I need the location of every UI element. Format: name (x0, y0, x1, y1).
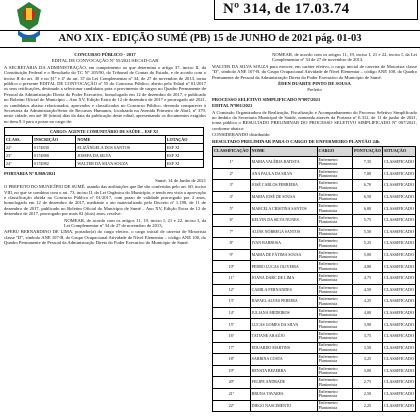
table-cell: 4,25 (352, 296, 382, 308)
table-cell: 13º (213, 296, 251, 308)
table-cell: WALTER DA SILVA SOUZA (76, 160, 165, 168)
table-row (213, 261, 416, 273)
table-cell: CLASSIFICADO (382, 319, 415, 331)
signature-role: Prefeito (307, 87, 322, 93)
signature-name: ÉDEN DUARTE PINTO DE SOUSA (278, 81, 351, 87)
table-header-cell: NOME (250, 147, 317, 157)
table-cell: CLASSIFICADO (382, 168, 415, 180)
table-cell: ESF XI (165, 160, 203, 168)
table-cell: 4,50 (352, 284, 382, 296)
table-cell: CLASSIFICADO (382, 388, 415, 400)
table-cell: 21º (213, 388, 251, 400)
table-caption: CARGO: AGENTE COMUNITÁRIO DE SAÚDE – ESF XI (5, 128, 204, 136)
table-cell: 3,50 (352, 342, 382, 354)
table-cell: 3,75 (352, 331, 382, 343)
table-row (213, 388, 416, 400)
table-cell: ESF XI (165, 144, 203, 152)
table-cell: Enfermeiro Plantonista (317, 191, 352, 203)
table-cell: 1º (213, 157, 251, 169)
table-cell: 15º (213, 319, 251, 331)
table-cell: Enfermeiro Plantonista (317, 226, 352, 238)
table-row (213, 168, 416, 180)
table-row (213, 203, 416, 215)
table-row (213, 307, 416, 319)
table-cell: 11º (213, 273, 251, 285)
table-cell: CAMILA FERNANDES (250, 284, 317, 296)
table-cell: Enfermeiro Plantonista (317, 157, 352, 169)
table-header-cell: INSCRIÇÃO (33, 136, 76, 144)
table-row (213, 226, 416, 238)
table-row (213, 238, 416, 250)
table-cell: 3,25 (352, 354, 382, 366)
table-cell: CLASSIFICADO (382, 191, 415, 203)
table-cell: 2,50 (352, 388, 382, 400)
table-cell: MARIA JOSÉ DE SOUSA (250, 191, 317, 203)
table-row (213, 354, 416, 366)
table-cell: 10º (213, 261, 251, 273)
table-cell: Enfermeiro Plantonista (317, 331, 352, 343)
table-cell: 5,25 (352, 238, 382, 250)
table-cell: Enfermeiro Plantonista (317, 261, 352, 273)
table-row (213, 331, 416, 343)
nominee-text-2: WALTER DA SILVA SOUZA para exercer, em caráter efetivo, o cargo inicial de carreira de Motorista classe "D", símbolo ANE 107-B, do Grupo Ocupacional Atividade de Nível Elementar – código ANE 100, do Quadro Permanente de Pessoal da Administração Direta do Poder Executivo do Município de Sumé. (212, 63, 417, 80)
table-row (213, 319, 416, 331)
table-cell: 6º (213, 215, 251, 227)
table-row (5, 152, 204, 160)
table-row (213, 273, 416, 285)
table-cell: 2,75 (352, 377, 382, 389)
table-cell: 5,50 (352, 226, 382, 238)
pss-text: A Comissão Organizadora de Realização, Fiscalização e Acompanhamento do Processo Seletivo Simplificado no âmbito da Secretaria Municipal de Saúde, nomeada através da Portaria nº 6.312, de 11 de junho de 2021, torna pública o RESULTADO PRELIMINAR DO PROCESSO SELETIVO SIMPLIFICADO Nº 007/2021, conforme abaixo: (212, 109, 417, 131)
table-cell: 8º (213, 238, 251, 250)
table-cell: MARIA VALÉRIA BATISTA (250, 157, 317, 169)
table-row (213, 284, 416, 296)
table-cell: 0174880 (33, 152, 76, 160)
table-cell: CLASSIFICADO (382, 273, 415, 285)
table-row (213, 180, 416, 192)
table-cell: JOSEFA DA SILVA (76, 152, 165, 160)
table-cell: 3,00 (352, 365, 382, 377)
table-row (213, 191, 416, 203)
table-cell: CLASSIFICADO (382, 226, 415, 238)
table-row (213, 215, 416, 227)
table-cell: Enfermeiro Plantonista (317, 180, 352, 192)
nomination-text: NOMEAR, de acordo com os artigos 11, 19, inciso I, 21 e 22, inciso I, da Lei Complementar nº 34 de 27 de novembro de 2013, (64, 217, 206, 228)
issue-number: Nº 314, de 17.03.74 (214, 0, 418, 20)
table-cell: CLASSIFICADO (382, 157, 415, 169)
table-cell: FELIPE ANDRADE (250, 377, 317, 389)
table-cell: Enfermeiro Plantonista (317, 307, 352, 319)
result-table (212, 146, 416, 412)
table-cell: 0174982 (33, 160, 76, 168)
table-cell: 7,35 (352, 157, 382, 169)
table-row (213, 249, 416, 261)
masthead (0, 0, 420, 50)
table-cell: TATIANE ARAÚJO (250, 331, 317, 343)
table-cell: 2º (213, 168, 251, 180)
table-cell: Enfermeiro Plantonista (317, 215, 352, 227)
portaria-title: PORTARIA Nº 8.869/2021 (4, 171, 56, 177)
table-cell: CLASSIFICADO (382, 365, 415, 377)
convocation-table (4, 127, 204, 168)
edition-line: ANO XIX - EDIÇÃO SUMÉ (PB) 15 de JUNHO de 2021 pág. 01-03 (0, 30, 420, 48)
table-cell: 17º (213, 342, 251, 354)
table-cell: KELVIN DA SILVA NUNES (250, 215, 317, 227)
table-cell: BRUNA TAVARES (250, 388, 317, 400)
table-cell: JOSÉ CARLOS FERREIRA (250, 180, 317, 192)
table-cell: Enfermeiro Plantonista (317, 168, 352, 180)
table-header-cell: CLASSIFICAÇÃO (213, 147, 251, 157)
table-cell: 0174830 (33, 144, 76, 152)
considering-text: CONSIDERANDO distribuído: (212, 132, 271, 138)
table-cell: EDUARDO MARTINS (250, 342, 317, 354)
portaria-text: O PREFEITO DO MUNICÍPIO DE SUMÉ, usando das atribuições que lhe são conferidas pelo art. 60, inciso VIII, no que se combina com o art. 73, inciso II, da Lei Orgânica do Município, e tendo em vista a aprovação e classificação obtida no Concurso Público nº 01/2017, com prazo de validade prorrogado por 2 anos, homologado em 12 de dezembro de 2017, mediante o ato materializado pelo Decreto nº 1.198, de 11 de dezembro de 2017, publicado no Boletim Oficial do Município de Sumé – Ano XV, Edição Extra de 12 de dezembro de 2017, prorrogado por mais 02 (dois) anos, resolve: (4, 184, 206, 217)
table-cell: Enfermeiro Plantonista (317, 388, 352, 400)
convocation-text: A SECRETÁRIA DA ADMINISTRAÇÃO, em cumprimento ao que determina o artigo 37, inciso II, da Constituição Federal e o Resultado do TC Nº 105/90, do Tribunal de Contas do Estado, e de acordo com o inciso II do art. 30 e no §1º e 4º do art. 37 da Lei Complementar nº 34, de 27 de novembro de 2013, torna público o presente EDITAL DE CONVOCAÇÃO nº 55 do Concurso Público, aberto pelo Edital nº 01/2017 os seus retificações, destinado a selecionar candidatos para o provimento de cargos no Quadro Permanente de Pessoal da Administração Direta do Poder Executivo, homologado em 12 de dezembro de 2017, e publicado no Boletim Oficial do Município – Ano XV, Edição Extra de 12 de dezembro de 2017 e prorrogado até 2021, os candidatos abaixo relacionados, aprovados e classificados no Concurso Público, devendo comparecer à Secretaria da Administração/Setor de Recursos Humanos, localizada na Avenida Primeiro de Abril, nº 379, neste cidade, em até 30 (trinta) dias da data da publicação deste edital, apresentando os documentos exigidos no item 9.3 para a posse no cargo de: (4, 64, 206, 124)
table-cell: Enfermeiro Plantonista (317, 354, 352, 366)
pss-title: PROCESSO SELETIVO SIMPLIFICADO Nº007/2021 (212, 96, 321, 102)
table-cell: Enfermeiro Plantonista (317, 400, 352, 412)
table-cell: LUCAS GOMES DA SILVA (250, 319, 317, 331)
table-cell: 18º (213, 354, 251, 366)
table-cell: 6,00 (352, 203, 382, 215)
pss-edital: EDITAL Nº001/2021 (212, 103, 253, 109)
table-row (213, 377, 416, 389)
table-cell: 16º (213, 331, 251, 343)
table-header-cell: SITUAÇÃO (382, 147, 415, 157)
table-cell: CLASSIFICADO (382, 354, 415, 366)
table-cell: 3,90 (352, 319, 382, 331)
table-cell: 3º (213, 180, 251, 192)
table-cell: RENATA BEZERRA (250, 365, 317, 377)
table-cell: 7,00 (352, 168, 382, 180)
table-cell: SABRINA COSTA (250, 354, 317, 366)
table-row (5, 160, 204, 168)
table-cell: 4º (213, 191, 251, 203)
table-cell: MARIA DE FÁTIMA SOUSA (250, 249, 317, 261)
table-cell: CLASSIFICADO (382, 249, 415, 261)
table-cell: Enfermeiro Plantonista (317, 284, 352, 296)
table-cell: ESF XI (165, 152, 203, 160)
table-row (213, 157, 416, 169)
table-cell: Enfermeiro Plantonista (317, 238, 352, 250)
table-cell: CLASSIFICADO (382, 261, 415, 273)
table-cell: CLASSIFICADO (382, 203, 415, 215)
result-table-body (213, 157, 416, 412)
left-column (4, 52, 206, 247)
table-cell: CLASSIFICADO (382, 307, 415, 319)
table-header-cell: PONTUAÇÃO (352, 147, 382, 157)
right-column (212, 52, 417, 412)
table-cell: JULIANA MEDEIROS (250, 307, 317, 319)
table-cell: 14º (213, 307, 251, 319)
table-cell: 7º (213, 226, 251, 238)
table-cell: CLASSIFICADO (382, 400, 415, 412)
table-cell: Enfermeiro Plantonista (317, 249, 352, 261)
table-cell: Enfermeiro Plantonista (317, 342, 352, 354)
table-cell: 22º (213, 400, 251, 412)
nomination-text-2: NOMEAR, de acordo com os artigos 11, 19, inciso I, 21 e 22, inciso I, da Lei Complementar nº 34 de 27 de novembro de 2013, (272, 52, 417, 63)
table-cell: 22º (5, 144, 33, 152)
table-cell: 4,75 (352, 273, 382, 285)
table-row (5, 144, 204, 152)
table-cell: CLASSIFICADO (382, 284, 415, 296)
table-cell: Enfermeiro Plantonista (317, 377, 352, 389)
table-cell: JOANA DARC DE LIMA (250, 273, 317, 285)
table-cell: MARCELA CRISTINA SANTOS (250, 203, 317, 215)
table-cell: Enfermeiro Plantonista (317, 365, 352, 377)
table-cell: 5,75 (352, 215, 382, 227)
nominee-text: AFEBU BERNARDINO DE LIMA, portador(a) do cargo efetivo, o cargo inicial de carreira de Motorista classe "D", símbolo ANE 107-B, do Grupo Ocupacional Atividade de Nível Elementar – código ANE 100, do Quadro Permanente de Pessoal da Administração Direta do Poder Executivo do Município de Sumé. (4, 229, 206, 246)
table-cell: 23º (5, 152, 33, 160)
table-cell: ELIZÂNGELA DOS SANTOS (76, 144, 165, 152)
table-cell: Enfermeiro Plantonista (317, 296, 352, 308)
table-cell: 5,00 (352, 249, 382, 261)
result-title: RESULTADO PRELIMINAR PARA O CARGO DE ENFERMEIRO PLANTÃO 24h (212, 138, 380, 144)
portaria-date: Sumé, 14 de Junho de 2021 (155, 177, 206, 183)
table-cell: CLASSIFICADO (382, 377, 415, 389)
table-cell: CLASSIFICADO (382, 331, 415, 343)
table-cell: 5º (213, 203, 251, 215)
table-cell: DIEGO NASCIMENTO (250, 400, 317, 412)
table-cell: CLASSIFICADO (382, 296, 415, 308)
table-cell: 24º (5, 160, 33, 168)
table-cell: 20º (213, 377, 251, 389)
edital-title: EDITAL DE CONVOCAÇÃO Nº 55/2021/SECAD-GAB (51, 58, 159, 64)
table-row (213, 296, 416, 308)
table-cell: ALINE NÓBREGA SANTOS (250, 226, 317, 238)
table-cell: 2,25 (352, 400, 382, 412)
table-cell: 6,50 (352, 191, 382, 203)
table-header-cell: CLASS. (5, 136, 33, 144)
table-cell: PEDRO LUCAS OLIVEIRA (250, 261, 317, 273)
contest-title: CONCURSO PÚBLICO - 2017 (74, 52, 136, 57)
table-row (213, 365, 416, 377)
table-cell: 12º (213, 284, 251, 296)
table-cell: ANA PAULA DA SILVA (250, 168, 317, 180)
table-cell: Enfermeiro Plantonista (317, 319, 352, 331)
table-header-cell: CARGO (317, 147, 352, 157)
table-cell: CLASSIFICADO (382, 238, 415, 250)
table-cell: 9º (213, 249, 251, 261)
table-header-cell: LOTAÇÃO (165, 136, 203, 144)
table-cell: CLASSIFICADO (382, 180, 415, 192)
table-row (213, 342, 416, 354)
table-cell: Enfermeiro Plantonista (317, 203, 352, 215)
table-header-cell: NOME (76, 136, 165, 144)
table-row (213, 400, 416, 412)
table-cell: CLASSIFICADO (382, 342, 415, 354)
table-cell: Enfermeiro Plantonista (317, 273, 352, 285)
table-cell: 4,80 (352, 261, 382, 273)
table-cell: 6,70 (352, 180, 382, 192)
table-cell: IVAN BARBOSA (250, 238, 317, 250)
table-cell: 4,00 (352, 307, 382, 319)
table-cell: 19º (213, 365, 251, 377)
table-cell: CLASSIFICADO (382, 215, 415, 227)
table-cell: RAFAEL ALVES PEREIRA (250, 296, 317, 308)
